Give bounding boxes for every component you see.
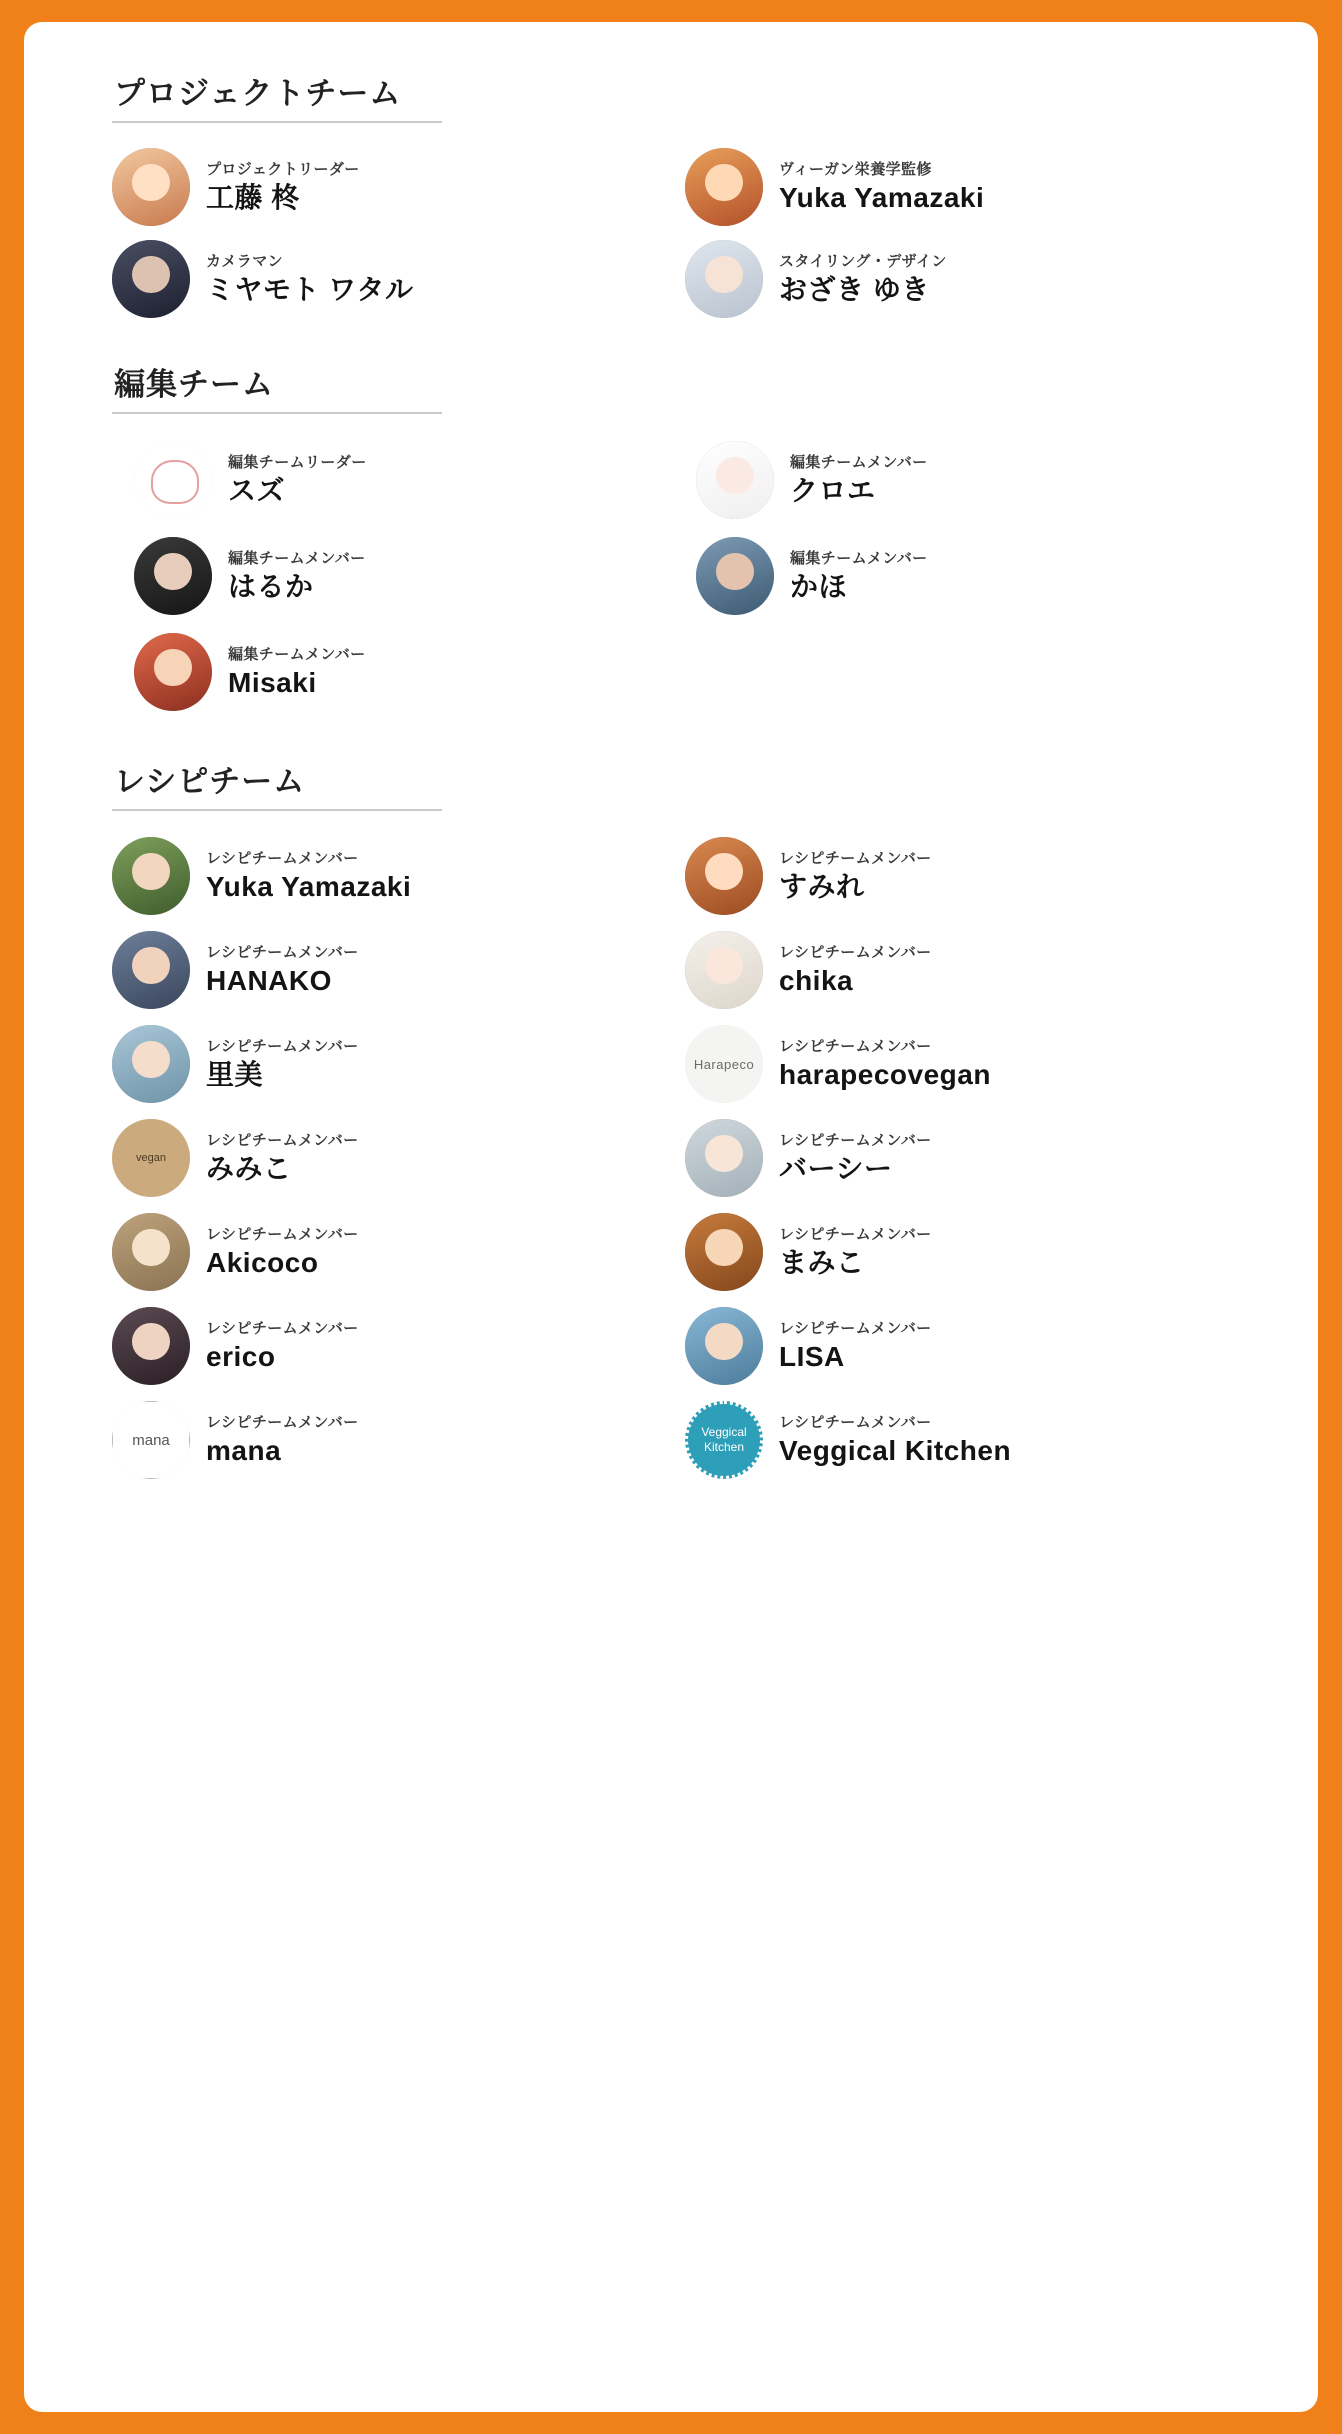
member-role: レシピチームメンバー bbox=[206, 1131, 359, 1149]
avatar bbox=[685, 1401, 763, 1479]
member-entry[interactable] bbox=[112, 141, 685, 233]
member-name: Akicoco bbox=[206, 1247, 319, 1279]
member-name: erico bbox=[206, 1341, 276, 1373]
member-meta bbox=[206, 1131, 359, 1186]
member-role: 編集チームメンバー bbox=[228, 549, 366, 567]
member-meta bbox=[206, 160, 360, 215]
avatar-image: vegan bbox=[112, 1119, 190, 1197]
member-meta bbox=[779, 1225, 932, 1280]
member-role: プロジェクトリーダー bbox=[206, 160, 360, 178]
member-entry[interactable] bbox=[134, 624, 696, 720]
section-divider bbox=[112, 121, 442, 123]
member-meta bbox=[206, 943, 359, 998]
member-grid bbox=[112, 432, 1258, 720]
team-section bbox=[112, 359, 1258, 720]
member-role: 編集チームメンバー bbox=[228, 645, 366, 663]
member-meta bbox=[779, 1037, 991, 1092]
avatar bbox=[685, 240, 763, 318]
member-name: HANAKO bbox=[206, 965, 332, 997]
avatar-image bbox=[696, 441, 774, 519]
member-role: レシピチームメンバー bbox=[206, 849, 359, 867]
section-divider bbox=[112, 809, 442, 811]
member-entry[interactable] bbox=[134, 432, 696, 528]
member-meta bbox=[206, 849, 411, 904]
member-name: Misaki bbox=[228, 667, 317, 699]
member-entry[interactable] bbox=[685, 1017, 1258, 1111]
avatar-image bbox=[685, 240, 763, 318]
member-name: スズ bbox=[228, 475, 286, 507]
member-name: LISA bbox=[779, 1341, 845, 1373]
member-meta bbox=[206, 252, 414, 307]
member-meta bbox=[206, 1037, 359, 1092]
member-role: レシピチームメンバー bbox=[779, 1319, 932, 1337]
member-entry[interactable] bbox=[112, 1111, 685, 1205]
member-entry[interactable] bbox=[685, 923, 1258, 1017]
member-role: 編集チームリーダー bbox=[228, 453, 367, 471]
member-role: レシピチームメンバー bbox=[206, 1037, 359, 1055]
avatar-image bbox=[112, 240, 190, 318]
avatar bbox=[134, 441, 212, 519]
avatar-image bbox=[112, 1025, 190, 1103]
avatar-image bbox=[112, 931, 190, 1009]
member-role: レシピチームメンバー bbox=[779, 1037, 932, 1055]
member-entry[interactable] bbox=[696, 432, 1258, 528]
avatar-image bbox=[112, 837, 190, 915]
avatar bbox=[112, 837, 190, 915]
member-name: かほ bbox=[790, 571, 848, 603]
member-role: レシピチームメンバー bbox=[779, 943, 932, 961]
member-entry[interactable] bbox=[112, 1205, 685, 1299]
avatar bbox=[134, 537, 212, 615]
avatar-image bbox=[696, 537, 774, 615]
member-name: harapecovegan bbox=[779, 1059, 991, 1091]
avatar-image: mana bbox=[112, 1401, 190, 1479]
section-title: プロジェクトチーム bbox=[114, 76, 402, 111]
avatar bbox=[134, 633, 212, 711]
member-entry[interactable] bbox=[112, 923, 685, 1017]
member-name: バーシー bbox=[779, 1153, 893, 1185]
avatar bbox=[696, 537, 774, 615]
member-name: はるか bbox=[228, 571, 314, 603]
member-name: まみこ bbox=[779, 1247, 865, 1279]
avatar-image bbox=[112, 1307, 190, 1385]
member-role: ヴィーガン栄養学監修 bbox=[779, 160, 932, 178]
member-role: レシピチームメンバー bbox=[779, 1413, 932, 1431]
member-name: Yuka Yamazaki bbox=[206, 871, 412, 903]
member-meta bbox=[779, 160, 984, 215]
avatar bbox=[685, 1307, 763, 1385]
avatar-image bbox=[685, 1213, 763, 1291]
avatar bbox=[696, 441, 774, 519]
member-meta bbox=[779, 1131, 932, 1186]
member-name: ミヤモト ワタル bbox=[206, 274, 414, 306]
avatar-image bbox=[685, 148, 763, 226]
member-meta bbox=[206, 1319, 359, 1374]
member-name: Veggical Kitchen bbox=[779, 1435, 1012, 1467]
avatar-image bbox=[685, 1307, 763, 1385]
avatar bbox=[112, 1119, 190, 1197]
avatar-image bbox=[112, 1213, 190, 1291]
member-entry[interactable] bbox=[685, 141, 1258, 233]
member-grid bbox=[112, 829, 1258, 1487]
team-section bbox=[112, 756, 1258, 1487]
member-role: レシピチームメンバー bbox=[206, 1225, 359, 1243]
avatar bbox=[685, 931, 763, 1009]
avatar bbox=[112, 240, 190, 318]
member-role: 編集チームメンバー bbox=[790, 453, 928, 471]
member-meta bbox=[228, 453, 367, 508]
member-name: すみれ bbox=[779, 871, 865, 903]
member-entry[interactable] bbox=[112, 233, 685, 325]
member-entry[interactable] bbox=[685, 233, 1258, 325]
member-meta bbox=[779, 849, 932, 904]
member-role: レシピチームメンバー bbox=[779, 849, 932, 867]
section-divider bbox=[112, 412, 442, 414]
member-role: レシピチームメンバー bbox=[779, 1225, 932, 1243]
avatar-image bbox=[685, 931, 763, 1009]
member-role: レシピチームメンバー bbox=[779, 1131, 932, 1149]
avatar bbox=[685, 1213, 763, 1291]
avatar-image: Harapeco bbox=[685, 1025, 763, 1103]
member-meta bbox=[790, 453, 928, 508]
avatar-image bbox=[134, 441, 212, 519]
member-entry[interactable] bbox=[685, 1299, 1258, 1393]
avatar bbox=[685, 1025, 763, 1103]
member-entry[interactable] bbox=[112, 1017, 685, 1111]
member-role: 編集チームメンバー bbox=[790, 549, 928, 567]
avatar-image bbox=[134, 633, 212, 711]
member-entry[interactable] bbox=[685, 1393, 1258, 1487]
member-meta bbox=[779, 943, 932, 998]
member-name: 工藤 柊 bbox=[206, 182, 300, 214]
member-entry[interactable] bbox=[112, 829, 685, 923]
member-meta bbox=[779, 252, 947, 307]
avatar bbox=[685, 1119, 763, 1197]
member-entry[interactable] bbox=[134, 528, 696, 624]
avatar bbox=[112, 1213, 190, 1291]
member-entry[interactable] bbox=[112, 1393, 685, 1487]
member-entry[interactable] bbox=[112, 1299, 685, 1393]
member-name: Yuka Yamazaki bbox=[779, 182, 985, 214]
section-title: 編集チーム bbox=[114, 367, 274, 402]
member-grid bbox=[112, 141, 1258, 325]
avatar-image bbox=[685, 837, 763, 915]
member-meta bbox=[779, 1319, 932, 1374]
member-role: カメラマン bbox=[206, 252, 284, 270]
content-card bbox=[24, 22, 1318, 2412]
member-entry[interactable] bbox=[685, 829, 1258, 923]
member-entry[interactable] bbox=[696, 528, 1258, 624]
member-name: クロエ bbox=[790, 475, 876, 507]
avatar bbox=[112, 1307, 190, 1385]
avatar bbox=[112, 1025, 190, 1103]
team-section bbox=[112, 68, 1258, 325]
avatar bbox=[112, 1401, 190, 1479]
avatar bbox=[112, 148, 190, 226]
avatar-image bbox=[134, 537, 212, 615]
member-meta bbox=[228, 645, 366, 700]
member-name: おざき ゆき bbox=[779, 274, 930, 306]
avatar bbox=[685, 148, 763, 226]
member-name: みみこ bbox=[206, 1153, 292, 1185]
member-role: レシピチームメンバー bbox=[206, 1319, 359, 1337]
team-sections bbox=[112, 68, 1258, 1487]
avatar-image: Veggical Kitchen bbox=[685, 1401, 763, 1479]
member-name: mana bbox=[206, 1435, 282, 1467]
member-name: chika bbox=[779, 965, 854, 997]
member-meta bbox=[206, 1413, 359, 1468]
member-meta bbox=[779, 1413, 1011, 1468]
member-meta bbox=[790, 549, 928, 604]
avatar bbox=[112, 931, 190, 1009]
member-role: レシピチームメンバー bbox=[206, 1413, 359, 1431]
member-role: レシピチームメンバー bbox=[206, 943, 359, 961]
member-meta bbox=[228, 549, 366, 604]
avatar-image bbox=[112, 148, 190, 226]
member-entry[interactable] bbox=[685, 1205, 1258, 1299]
member-meta bbox=[206, 1225, 359, 1280]
avatar bbox=[685, 837, 763, 915]
avatar-image bbox=[685, 1119, 763, 1197]
member-role: スタイリング・デザイン bbox=[779, 252, 947, 270]
section-title: レシピチーム bbox=[114, 764, 306, 799]
member-entry[interactable] bbox=[685, 1111, 1258, 1205]
member-name: 里美 bbox=[206, 1059, 264, 1091]
